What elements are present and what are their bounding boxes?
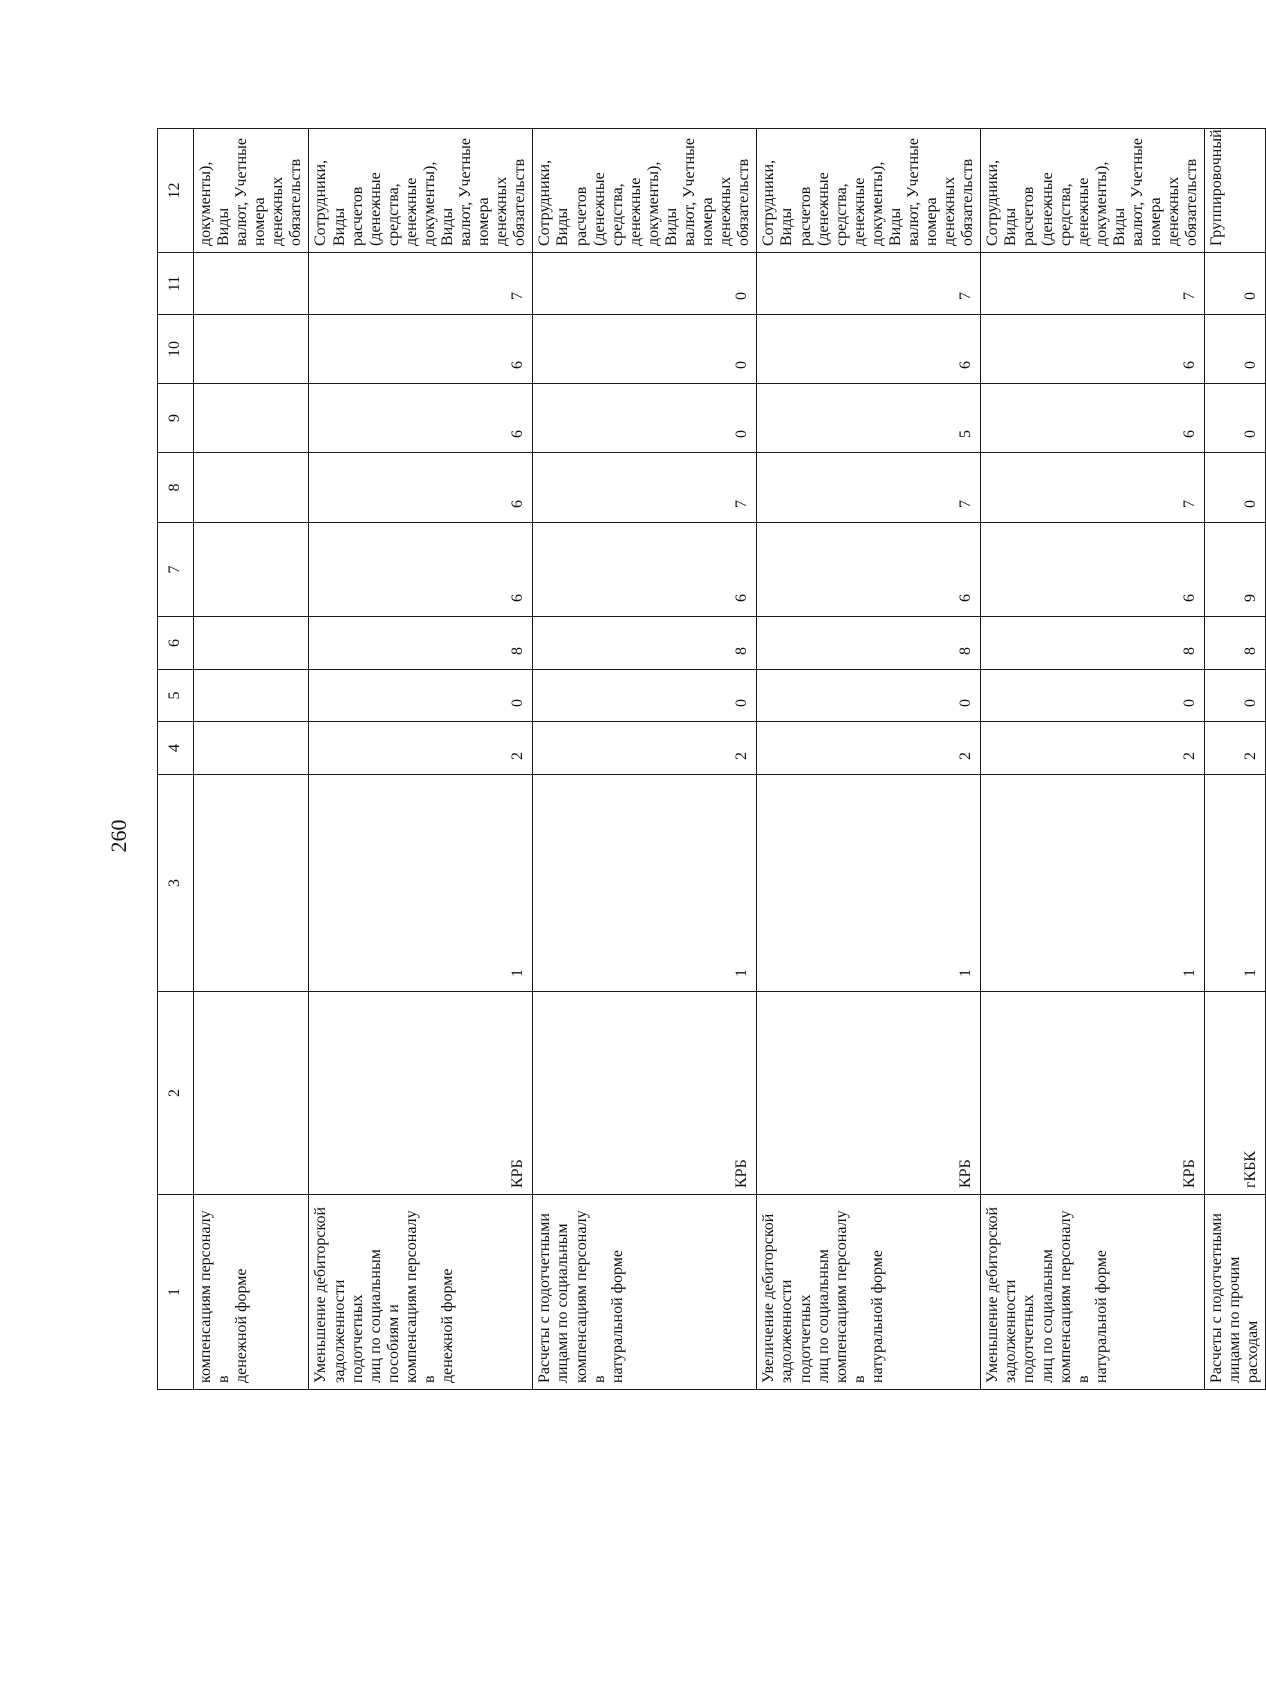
operation-cell: Уменьшение дебиторской задолженности подотчетных лиц по социальным компенсациям персоналу в натуральной форме bbox=[981, 1195, 1205, 1390]
code-cell: КРБ bbox=[757, 992, 981, 1195]
digit-cell: 0 bbox=[1205, 253, 1266, 315]
column-header: 7 bbox=[158, 523, 194, 617]
digit-cell: 6 bbox=[981, 523, 1205, 617]
digit-cell: 0 bbox=[533, 384, 757, 453]
digit-cell: 5 bbox=[757, 384, 981, 453]
page-number: 260 bbox=[106, 819, 131, 853]
column-header: 6 bbox=[158, 617, 194, 670]
column-header: 3 bbox=[158, 775, 194, 992]
digit-cell: 0 bbox=[1205, 384, 1266, 453]
digit-cell: 1 bbox=[309, 775, 533, 992]
digit-cell: 0 bbox=[533, 315, 757, 384]
analytics-cell: документы), Виды валют, Учетные номера денежных обязательств bbox=[194, 129, 309, 253]
digit-cell: 8 bbox=[309, 617, 533, 670]
table-row bbox=[981, 129, 1205, 1390]
digit-cell: 1 bbox=[1205, 775, 1266, 992]
digit-cell: 7 bbox=[981, 253, 1205, 315]
digit-cell: 6 bbox=[309, 523, 533, 617]
digit-cell bbox=[194, 775, 309, 992]
digit-cell bbox=[194, 523, 309, 617]
column-header: 8 bbox=[158, 453, 194, 523]
digit-cell: 7 bbox=[533, 453, 757, 523]
table-row bbox=[757, 129, 981, 1390]
digit-cell: 9 bbox=[1205, 523, 1266, 617]
code-cell: КРБ bbox=[309, 992, 533, 1195]
code-cell: КРБ bbox=[981, 992, 1205, 1195]
digit-cell: 0 bbox=[1205, 315, 1266, 384]
digit-cell: 0 bbox=[981, 670, 1205, 722]
operation-cell: компенсациям персоналу в денежной форме bbox=[194, 1195, 309, 1390]
digit-cell: 2 bbox=[533, 722, 757, 775]
digit-cell: 0 bbox=[1205, 453, 1266, 523]
table-row bbox=[1205, 129, 1266, 1390]
digit-cell bbox=[194, 617, 309, 670]
table-row bbox=[533, 129, 757, 1390]
analytics-cell: Сотрудники, Виды расчетов (денежные средства, денежные документы), Виды валют, Учетные номера денежных обязательств bbox=[533, 129, 757, 253]
column-header: 2 bbox=[158, 992, 194, 1195]
table-rotation-wrapper bbox=[157, 129, 1262, 1390]
code-cell: КРБ bbox=[533, 992, 757, 1195]
column-header: 11 bbox=[158, 253, 194, 315]
digit-cell bbox=[194, 253, 309, 315]
digit-cell: 0 bbox=[533, 670, 757, 722]
digit-cell: 6 bbox=[309, 384, 533, 453]
digit-cell: 1 bbox=[533, 775, 757, 992]
digit-cell: 8 bbox=[757, 617, 981, 670]
digit-cell: 7 bbox=[757, 253, 981, 315]
analytics-cell: Сотрудники, Виды расчетов (денежные средства, денежные документы), Виды валют, Учетные номера денежных обязательств bbox=[757, 129, 981, 253]
digit-cell: 0 bbox=[1205, 670, 1266, 722]
column-header: 12 bbox=[158, 129, 194, 253]
operation-cell: Расчеты с подотчетными лицами по прочим расходам bbox=[1205, 1195, 1266, 1390]
digit-cell: 6 bbox=[533, 523, 757, 617]
code-cell bbox=[194, 992, 309, 1195]
digit-cell: 2 bbox=[757, 722, 981, 775]
digit-cell: 6 bbox=[981, 315, 1205, 384]
analytics-cell: Группировочный bbox=[1205, 129, 1266, 253]
digit-cell bbox=[194, 384, 309, 453]
digit-cell bbox=[194, 670, 309, 722]
operation-cell: Увеличение дебиторской задолженности подотчетных лиц по социальным компенсациям персоналу в натуральной форме bbox=[757, 1195, 981, 1390]
analytics-cell: Сотрудники, Виды расчетов (денежные средства, денежные документы), Виды валют, Учетные номера денежных обязательств bbox=[981, 129, 1205, 253]
digit-cell: 7 bbox=[309, 253, 533, 315]
digit-cell: 2 bbox=[309, 722, 533, 775]
column-header: 4 bbox=[158, 722, 194, 775]
digit-cell: 8 bbox=[981, 617, 1205, 670]
digit-cell: 7 bbox=[757, 453, 981, 523]
digit-cell: 0 bbox=[757, 670, 981, 722]
code-cell: гКБК bbox=[1205, 992, 1266, 1195]
column-header: 10 bbox=[158, 315, 194, 384]
digit-cell: 1 bbox=[981, 775, 1205, 992]
digit-cell: 0 bbox=[533, 253, 757, 315]
analytics-cell: Сотрудники, Виды расчетов (денежные средства, денежные документы), Виды валют, Учетные номера денежных обязательств bbox=[309, 129, 533, 253]
table-row bbox=[194, 129, 309, 1390]
digit-cell bbox=[194, 315, 309, 384]
operation-cell: Расчеты с подотчетными лицами по социальным компенсациям персоналу в натуральной форме bbox=[533, 1195, 757, 1390]
digit-cell: 8 bbox=[533, 617, 757, 670]
operation-cell: Уменьшение дебиторской задолженности подотчетных лиц по социальным пособиям и компенсациям персоналу в денежной форме bbox=[309, 1195, 533, 1390]
digit-cell: 8 bbox=[1205, 617, 1266, 670]
digit-cell: 7 bbox=[981, 453, 1205, 523]
digit-cell: 6 bbox=[757, 315, 981, 384]
digit-cell: 0 bbox=[309, 670, 533, 722]
header-row bbox=[158, 129, 194, 1390]
table-row bbox=[309, 129, 533, 1390]
digit-cell: 6 bbox=[981, 384, 1205, 453]
digit-cell: 6 bbox=[309, 315, 533, 384]
digit-cell bbox=[194, 453, 309, 523]
digit-cell: 1 bbox=[757, 775, 981, 992]
digit-cell: 6 bbox=[309, 453, 533, 523]
column-header: 9 bbox=[158, 384, 194, 453]
accounting-table bbox=[157, 128, 1266, 1390]
column-header: 1 bbox=[158, 1195, 194, 1390]
digit-cell: 2 bbox=[1205, 722, 1266, 775]
digit-cell bbox=[194, 722, 309, 775]
digit-cell: 2 bbox=[981, 722, 1205, 775]
digit-cell: 6 bbox=[757, 523, 981, 617]
column-header: 5 bbox=[158, 670, 194, 722]
